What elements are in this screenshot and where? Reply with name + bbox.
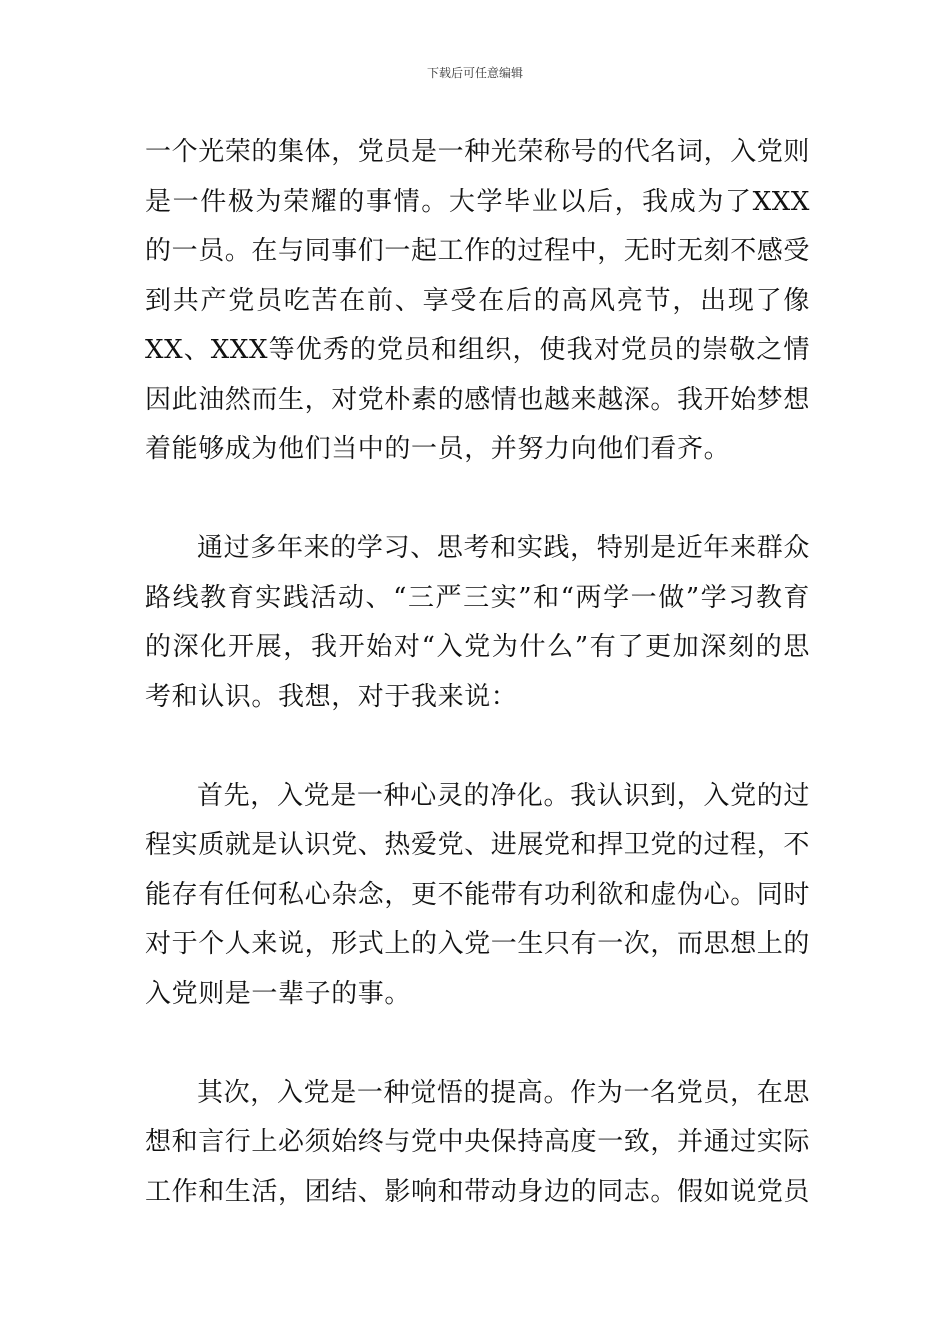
page-header: 下载后可任意编辑 xyxy=(426,66,523,80)
paragraph-gap xyxy=(145,722,810,772)
paragraph-gap xyxy=(145,475,810,525)
paragraph-3: 首先，入党是一种心灵的净化。我认识到，入党的过程实质就是认识党、热爱党、进展党和捍卫党的过程，不能存有任何私心杂念，更不能带有功利欲和虚伪心。同时对于个人来说，形式上的入党一生只有一次，而思想上的入党则是一辈子的事。 xyxy=(145,780,811,1009)
paragraph-2: 通过多年来的学习、思考和实践，特别是近年来群众路线教育实践活动、“三严三实”和“两学一做”学习教育的深化开展，我开始对“入党为什么”有了更加深刻的思考和认识。我想，对于我来说： xyxy=(145,533,810,712)
paragraph-gap xyxy=(145,1019,810,1069)
paragraph-1: 一个光荣的集体，党员是一种光荣称号的代名词，入党则是一件极为荣耀的事情。大学毕业以后，我成为了XXX的一员。在与同事们一起工作的过程中，无时无刻不感受到共产党员吃苦在前、享受在后的高风亮节，出现了像XX、XXX等优秀的党员和组织，使我对党员的崇敬之情因此油然而生，对党朴素的感情也越来越深。我开始梦想着能够成为他们当中的一员，并努力向他们看齐。 xyxy=(145,137,811,464)
document-body xyxy=(145,128,810,1217)
paragraph-4: 其次，入党是一种觉悟的提高。作为一名党员，在思想和言行上必须始终与党中央保持高度一致，并通过实际工作和生活，团结、影响和带动身边的同志。假如说党员 xyxy=(145,1077,811,1207)
